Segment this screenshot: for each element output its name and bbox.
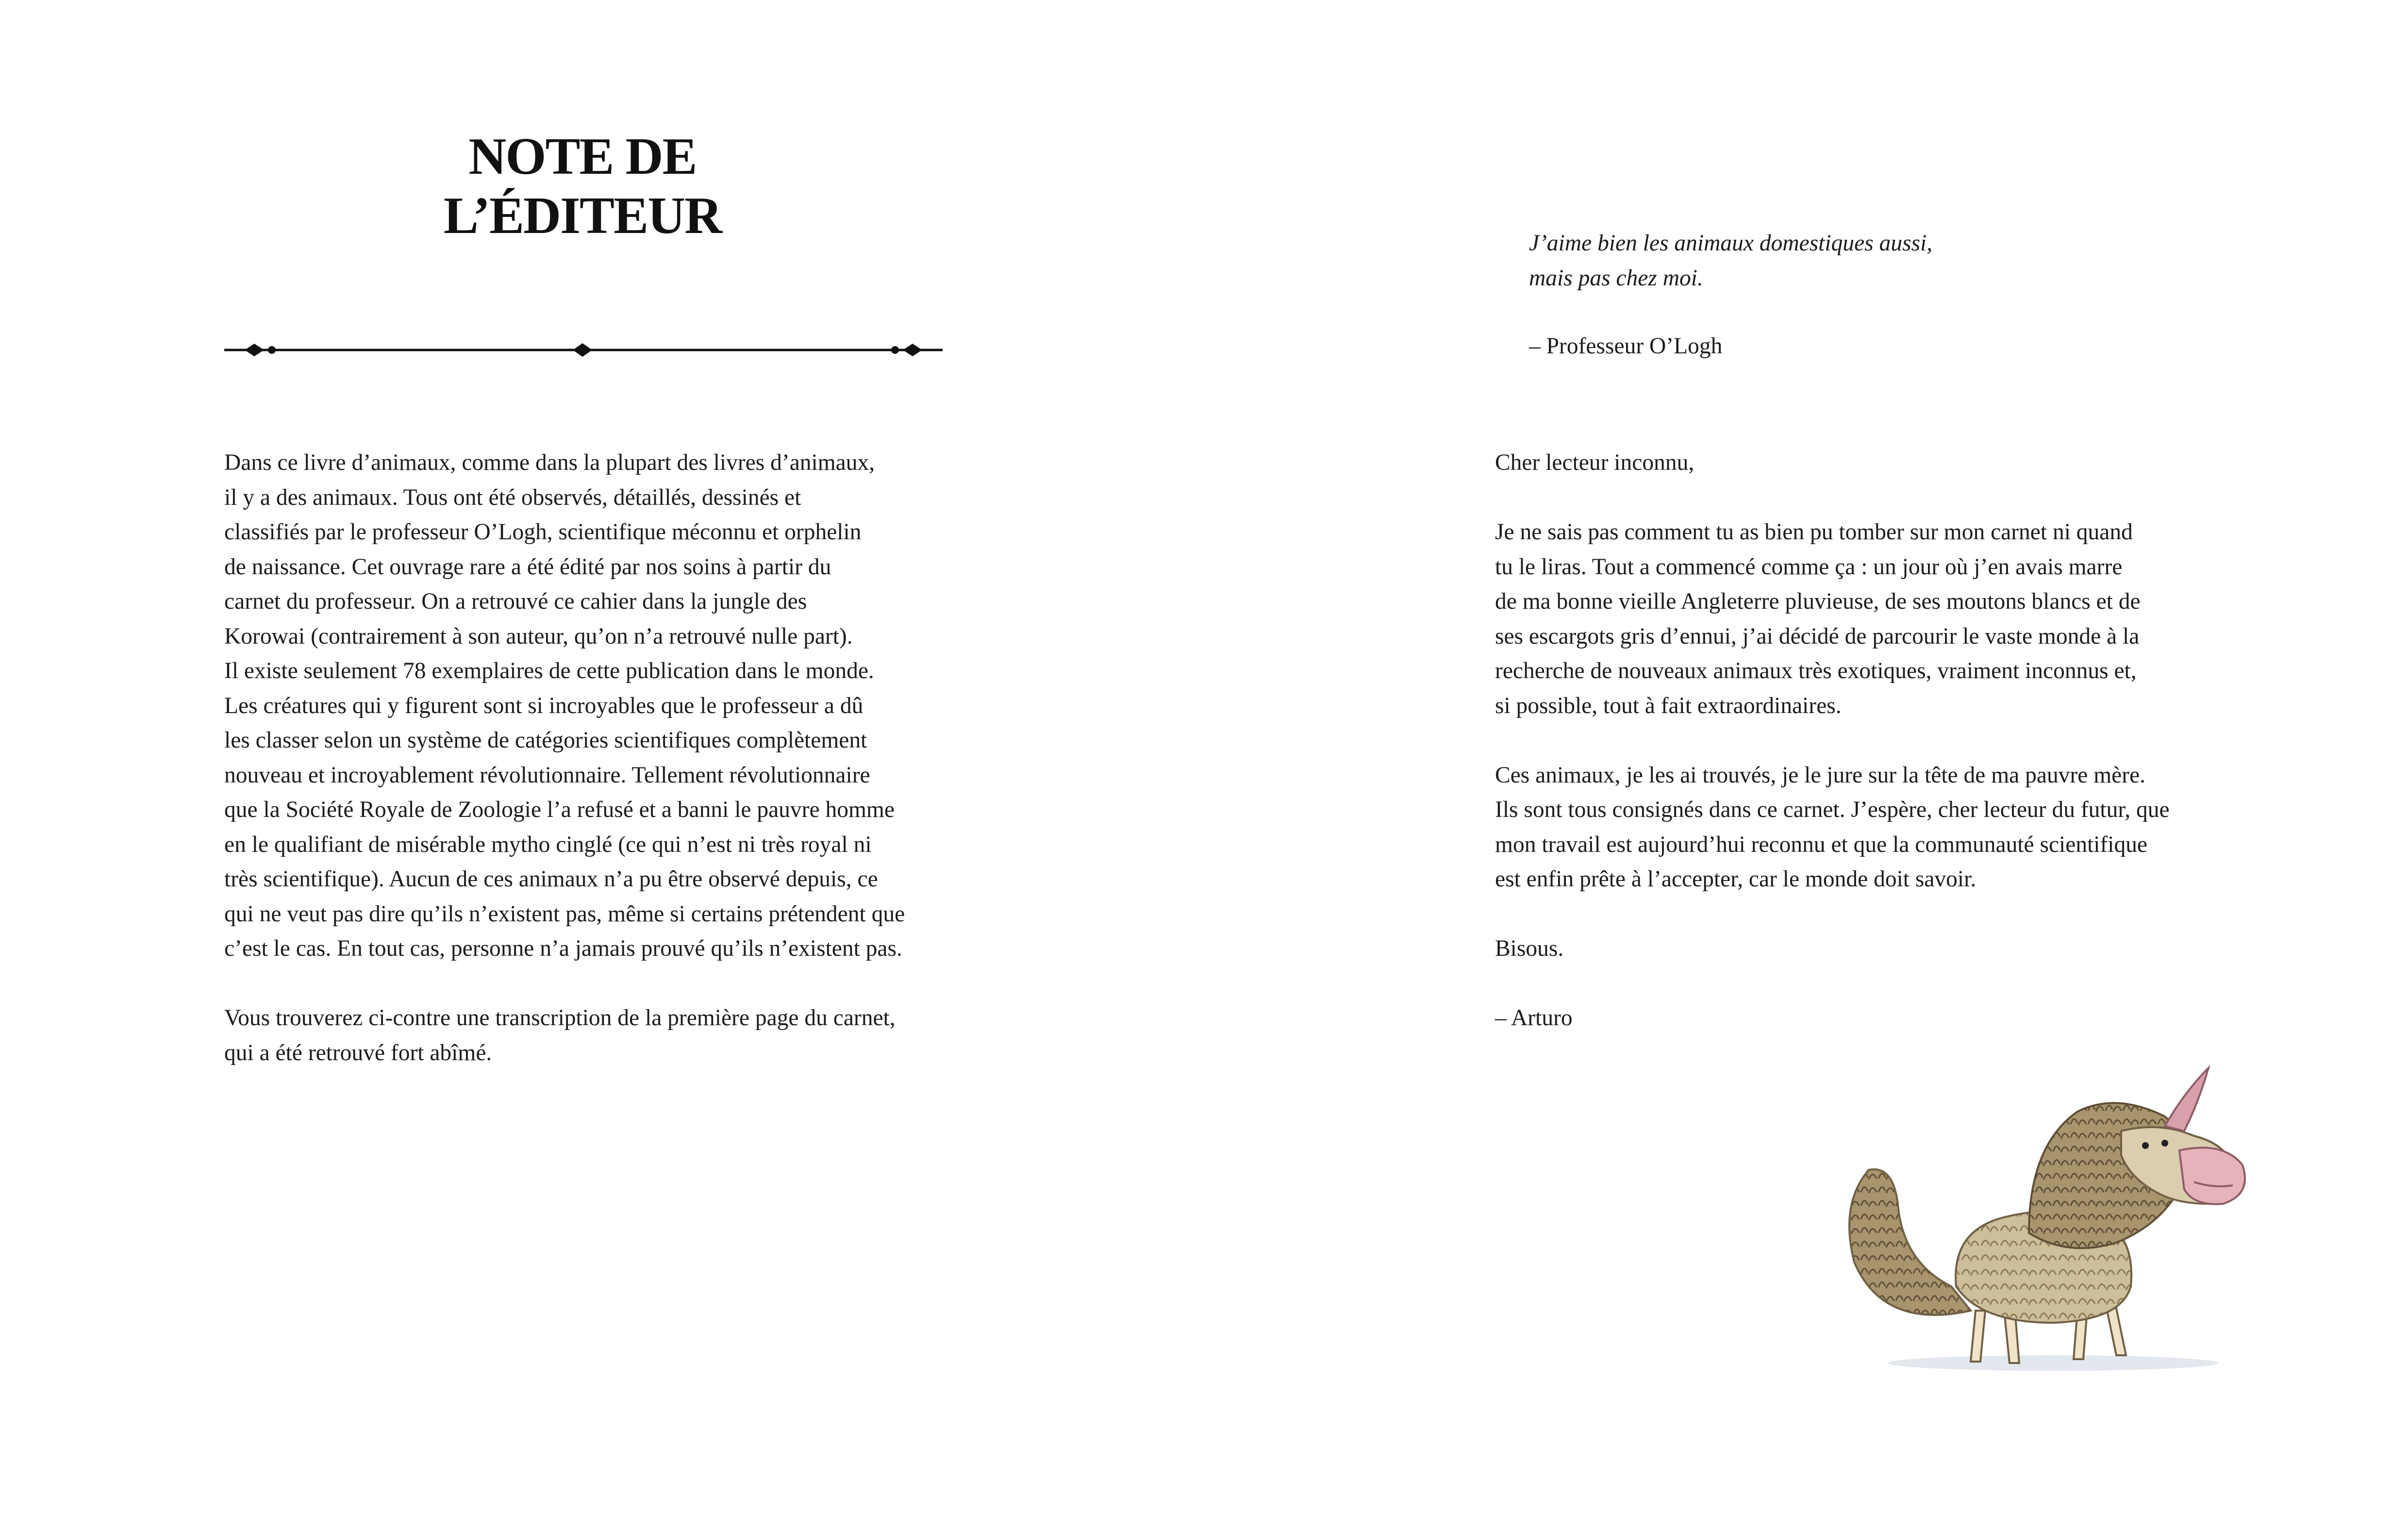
epigraph-line: mais pas chez moi. xyxy=(1529,265,1703,291)
letter-body xyxy=(1495,446,2252,1036)
text-line: est enfin prête à l’accepter, car le monde doit savoir. xyxy=(1495,866,1976,892)
text-line: mon travail est aujourd’hui reconnu et que la communauté scientifique xyxy=(1495,832,2148,857)
letter-salutation: Cher lecteur inconnu, xyxy=(1495,450,1694,475)
text-line: Dans ce livre d’animaux, comme dans la plupart des livres d’animaux, xyxy=(224,450,875,475)
ornamental-divider xyxy=(224,333,943,367)
text-line: de ma bonne vieille Angleterre pluvieuse, de ses moutons blancs et de xyxy=(1495,589,2141,614)
text-line: Korowai (contrairement à son auteur, qu’on n’a retrouvé nulle part). xyxy=(224,623,853,649)
text-line: qui a été retrouvé fort abîmé. xyxy=(224,1040,492,1065)
epigraph-author: – Professeur O’Logh xyxy=(1529,333,1723,359)
text-line: les classer selon un système de catégories scientifiques complètement xyxy=(224,728,867,753)
text-line: tu le liras. Tout a commencé comme ça : un jour où j’en avais marre xyxy=(1495,554,2123,580)
letter-paragraph-2 xyxy=(1495,758,2252,897)
text-line: en le qualifiant de misérable mytho cinglé (ce qui n’est ni très royal ni xyxy=(224,832,872,857)
text-line: que la Société Royale de Zoologie l’a refusé et a banni le pauvre homme xyxy=(224,797,895,822)
text-line: classifiés par le professeur O’Logh, scientifique méconnu et orphelin xyxy=(224,519,862,545)
letter-closing: Bisous. xyxy=(1495,936,1564,961)
text-line: Il existe seulement 78 exemplaires de cette publication dans le monde. xyxy=(224,658,874,683)
text-line: ses escargots gris d’ennui, j’ai décidé de parcourir le vaste monde à la xyxy=(1495,623,2140,649)
letter-signature: – Arturo xyxy=(1495,1005,1573,1031)
letter-paragraph-1 xyxy=(1495,515,2252,723)
text-line: très scientifique). Aucun de ces animaux n’a pu être observé depuis, ce xyxy=(224,866,878,892)
title-line-1: NOTE DE xyxy=(468,128,697,185)
text-line: qui ne veut pas dire qu’ils n’existent pas, même si certains prétendent que xyxy=(224,901,905,927)
text-line: il y a des animaux. Tous ont été observés, détaillés, dessinés et xyxy=(224,484,801,510)
epigraph-line: J’aime bien les animaux domestiques aussi, xyxy=(1529,231,1933,256)
text-line: Vous trouverez ci-contre une transcription de la première page du carnet, xyxy=(224,1005,896,1031)
text-line: Les créatures qui y figurent sont si incroyables que le professeur a dû xyxy=(224,693,864,718)
text-line: nouveau et incroyablement révolutionnaire. Tellement révolutionnaire xyxy=(224,762,870,788)
text-line: carnet du professeur. On a retrouvé ce cahier dans la jungle des xyxy=(224,589,807,614)
editor-note-body xyxy=(224,446,981,1070)
text-line: de naissance. Cet ouvrage rare a été édité par nos soins à partir du xyxy=(224,554,831,580)
epigraph-quote xyxy=(1529,226,1932,296)
furry-unicorn-creature-icon xyxy=(1825,1058,2262,1388)
page-title xyxy=(223,127,942,246)
text-line: c’est le cas. En tout cas, personne n’a jamais prouvé qu’ils n’existent pas. xyxy=(224,936,902,961)
text-line: recherche de nouveaux animaux très exotiques, vraiment inconnus et, xyxy=(1495,658,2137,683)
text-line: Ils sont tous consignés dans ce carnet. J’espère, cher lecteur du futur, que xyxy=(1495,797,2170,822)
text-line: si possible, tout à fait extraordinaires. xyxy=(1495,693,1842,718)
text-line: Ces animaux, je les ai trouvés, je le jure sur la tête de ma pauvre mère. xyxy=(1495,762,2146,788)
editor-paragraph-2 xyxy=(224,1001,981,1070)
title-line-2: L’ÉDITEUR xyxy=(443,187,722,245)
editor-paragraph-1 xyxy=(224,446,981,966)
text-line: Je ne sais pas comment tu as bien pu tomber sur mon carnet ni quand xyxy=(1495,519,2133,545)
